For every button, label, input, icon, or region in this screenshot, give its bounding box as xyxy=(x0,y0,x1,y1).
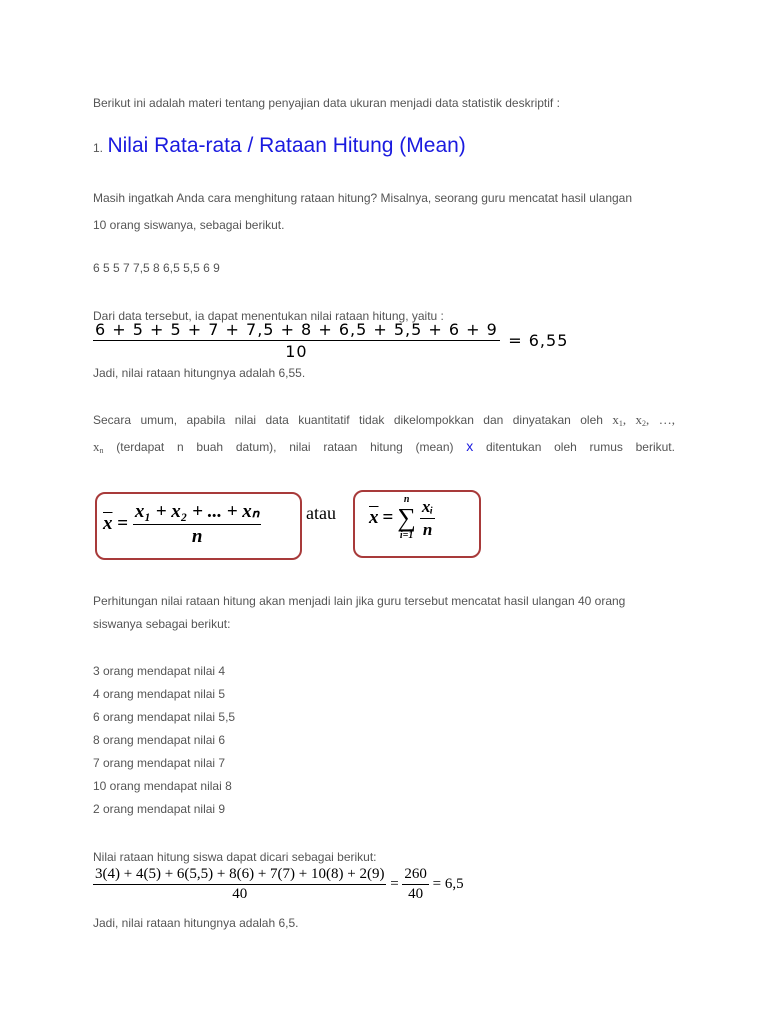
result-2: Jadi, nilai rataan hitungnya adalah 6,5. xyxy=(93,916,299,930)
mean-formula-1-denominator: n xyxy=(191,526,203,547)
paragraph-2: Dari data tersebut, ia dapat menentukan nilai rataan hitung, yaitu : xyxy=(93,309,444,323)
atau-label: atau xyxy=(306,503,336,523)
section-heading xyxy=(93,134,466,158)
formula-1-fraction xyxy=(93,320,500,361)
formula-2-den2: 40 xyxy=(408,886,424,902)
mean-formula-2-eq: = xyxy=(382,507,394,528)
grades-list xyxy=(93,660,235,821)
formula-2-eq: = xyxy=(390,876,399,892)
mean-formula-1-eq: = xyxy=(117,513,129,534)
mean-formula-box-2 xyxy=(353,490,481,558)
formula-1 xyxy=(93,320,568,361)
mean-formula-1-numerator: x₁ + x₂ + ... + xₙ xyxy=(133,500,262,525)
sigma-symbol: ∑ xyxy=(397,503,416,532)
paragraph-3-line-1 xyxy=(93,408,675,435)
mean-formula-1 xyxy=(103,500,261,548)
result-1: Jadi, nilai rataan hitungnya adalah 6,55. xyxy=(93,366,306,380)
mean-formula-2-xbar: $\overline{x}$ xyxy=(369,507,379,528)
intro-text: Berikut ini adalah materi tentang penyajian data ukuran menjadi data statistik deskriptif : xyxy=(93,96,560,110)
formula-1-numerator: 6 + 5 + 5 + 7 + 7,5 + 8 + 6,5 + 5,5 + 6 + 9 xyxy=(95,320,498,339)
mean-symbol: x xyxy=(466,438,474,454)
paragraph-3-line-1-text: Secara umum, apabila nilai data kuantitatif tidak dikelompokkan dan dinyatakan oleh xyxy=(93,413,603,427)
heading-number: 1. xyxy=(93,141,104,155)
list-item: 7 orang mendapat nilai 7 xyxy=(93,756,226,770)
sigma-top: n xyxy=(403,494,410,505)
paragraph-3-line-2-text-end: ditentukan oleh rumus berikut. xyxy=(486,440,675,454)
list-item: 4 orang mendapat nilai 5 xyxy=(93,687,226,701)
formula-2-fraction xyxy=(93,866,386,903)
formula-2 xyxy=(93,866,464,903)
paragraph-1-line-2: 10 orang siswanya, sebagai berikut. xyxy=(93,218,285,232)
var-x1: $x_1$, xyxy=(612,412,627,428)
list-item: 10 orang mendapat nilai 8 xyxy=(93,779,232,793)
paragraph-5: Nilai rataan hitung siswa dapat dicari sebagai berikut: xyxy=(93,850,377,864)
paragraph-4-line-1: Perhitungan nilai rataan hitung akan menjadi lain jika guru tersebut mencatat hasil ulangan 40 orang xyxy=(93,594,626,608)
mean-formula-2-numerator: xᵢ xyxy=(420,497,435,519)
mean-formula-1-xbar: $\overline{x}$ xyxy=(103,513,113,534)
mean-formula-1-fraction xyxy=(133,500,262,548)
list-item: 6 orang mendapat nilai 5,5 xyxy=(93,710,236,724)
formula-1-result: = 6,55 xyxy=(508,331,569,350)
paragraph-3-line-2-text: (terdapat n buah datum), nilai rataan hitung (mean) xyxy=(116,440,454,454)
mean-formula-2-fraction xyxy=(420,497,435,540)
formula-1-denominator: 10 xyxy=(285,342,308,361)
formula-2-num2: 260 xyxy=(402,866,429,885)
list-item: 2 orang mendapat nilai 9 xyxy=(93,802,226,816)
paragraph-1-line-1: Masih ingatkah Anda cara menghitung rataan hitung? Misalnya, seorang guru mencatat hasil ulangan xyxy=(93,191,633,205)
paragraph-4-line-2: siswanya sebagai berikut: xyxy=(93,617,231,631)
paragraph-3-line-2 xyxy=(93,435,675,462)
mean-formula-2 xyxy=(369,495,435,541)
mean-formula-box-1 xyxy=(95,492,302,560)
var-x2: $x_2$, xyxy=(635,412,650,428)
mean-formula-2-denominator: n xyxy=(422,519,433,539)
paragraph-1 xyxy=(93,187,632,237)
sigma-block xyxy=(397,495,416,541)
data-values: 6 5 5 7 7,5 8 6,5 5,5 6 9 xyxy=(93,261,220,275)
formula-2-result: = 6,5 xyxy=(432,876,464,892)
paragraph-3 xyxy=(93,408,675,462)
list-item: 8 orang mendapat nilai 6 xyxy=(93,733,226,747)
var-xn: $x_n$ xyxy=(93,439,104,455)
ellipsis: …, xyxy=(658,412,675,427)
formula-2-simplified xyxy=(402,866,429,903)
list-item: 3 orang mendapat nilai 4 xyxy=(93,664,226,678)
formula-2-numerator: 3(4) + 4(5) + 6(5,5) + 8(6) + 7(7) + 10(8) + 2(9) xyxy=(93,866,386,885)
paragraph-4 xyxy=(93,590,625,636)
heading-title: Nilai Rata-rata / Rataan Hitung (Mean) xyxy=(107,134,466,157)
formula-2-denominator: 40 xyxy=(232,886,248,902)
sigma-bottom: i=1 xyxy=(399,530,414,541)
